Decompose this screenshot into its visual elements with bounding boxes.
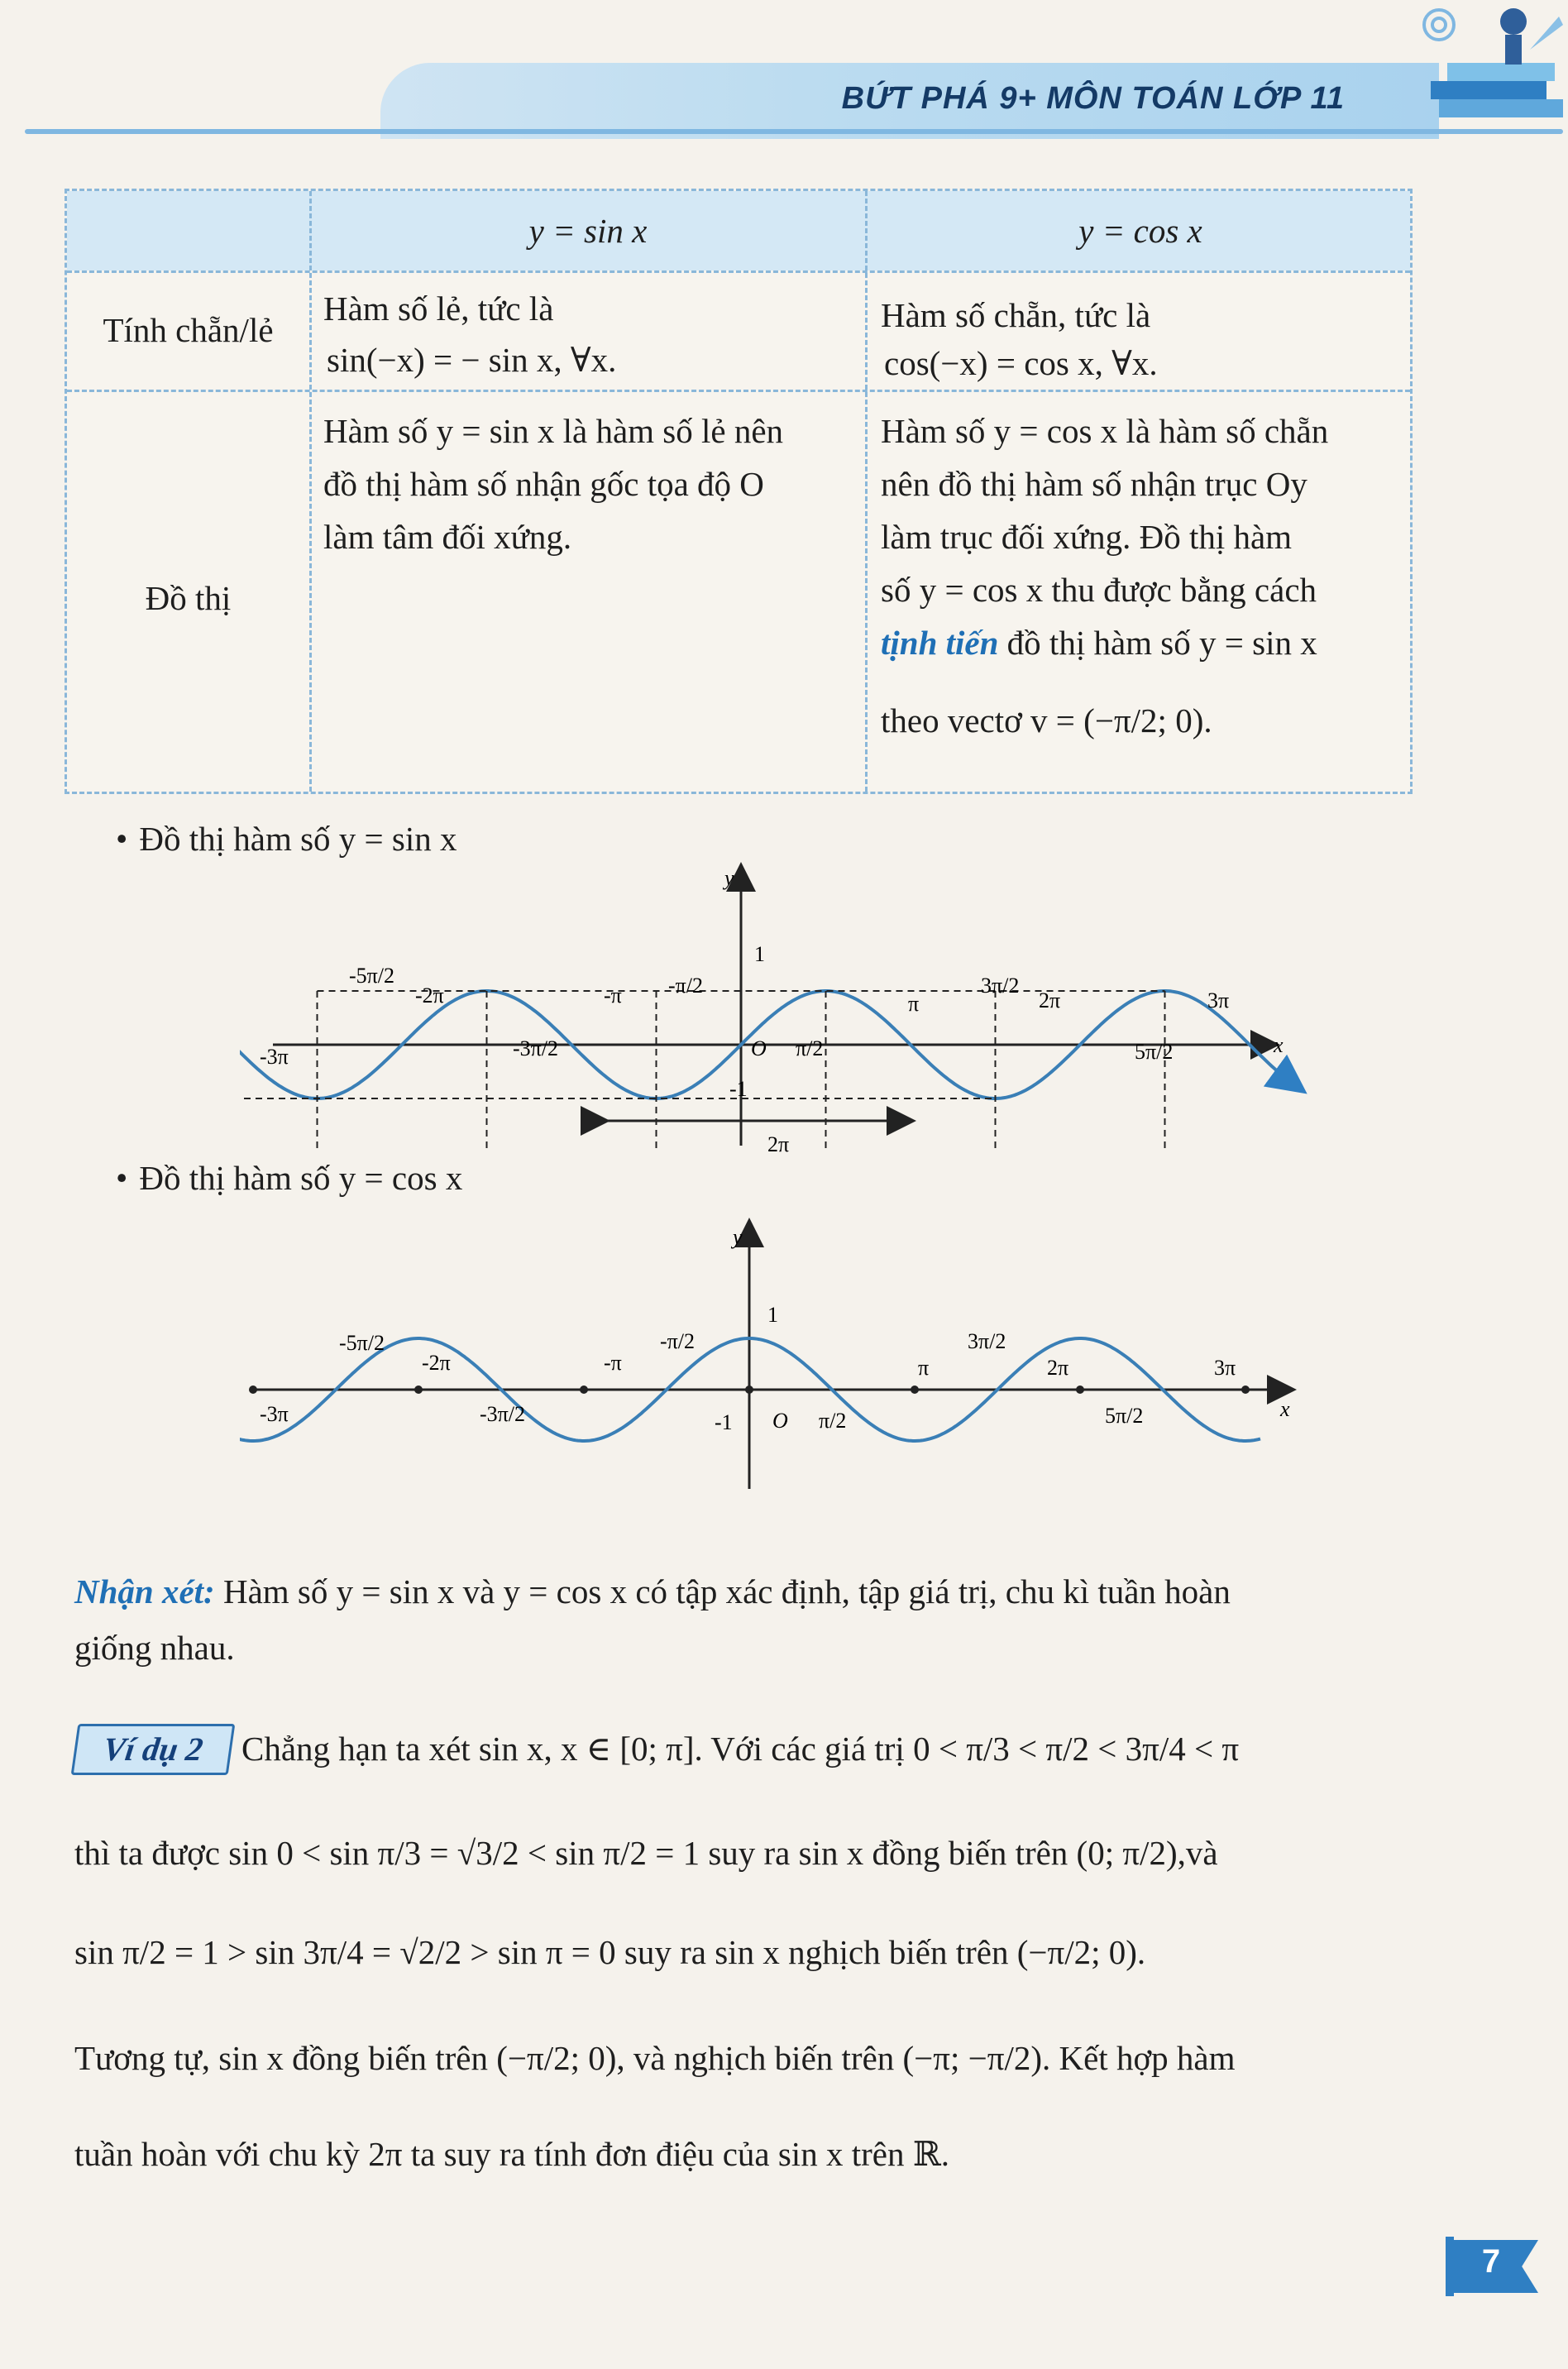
example-line-2: thì ta được sin 0 < sin π/3 = √3/2 < sin π/2 = 1 suy ra sin x đồng biến trên (0; π/2),và: [74, 1834, 1218, 1872]
table-divider: [865, 191, 868, 792]
cos-graph-text-1: Hàm số y = cos x là hàm số chẵn: [881, 412, 1329, 450]
tick-label: -3π/2: [513, 1036, 559, 1060]
tick-label: π: [908, 992, 920, 1016]
sin-column-header: y = sin x: [528, 212, 648, 250]
tick-label: -5π/2: [349, 964, 395, 988]
example-line-3: sin π/2 = 1 > sin 3π/4 = √2/2 > sin π = 0 suy ra sin x nghịch biến trên (−π/2; 0).: [74, 1933, 1146, 1971]
tick-dot: [911, 1386, 919, 1394]
tick-dot: [1076, 1386, 1084, 1394]
tick-label: 2π: [1047, 1356, 1069, 1380]
cos-graph-text-6: theo vectơ v = (−π/2; 0).: [881, 701, 1212, 739]
translation-keyword: tịnh tiến: [881, 624, 999, 662]
cos-graph-text-5-rest: đồ thị hàm số y = sin x: [998, 624, 1317, 662]
tick-label: 5π/2: [1105, 1404, 1144, 1428]
tick-label: π/2: [796, 1036, 824, 1060]
property-table: [65, 189, 1413, 794]
table-divider: [67, 270, 1410, 273]
remark-text: Hàm số y = sin x và y = cos x có tập xác định, tập giá trị, chu kì tuần hoàn: [214, 1572, 1231, 1610]
cos-column-header: y = cos x: [1078, 212, 1202, 250]
sin-graph-heading: • Đồ thị hàm số y = sin x: [116, 819, 457, 859]
cos-graph: [240, 1216, 1315, 1489]
example-tag: Ví dụ 2: [71, 1724, 236, 1775]
tick-label: -2π: [422, 1351, 451, 1375]
tick-dot: [745, 1386, 753, 1394]
table-divider: [309, 191, 312, 792]
sin-graph-text-3: làm tâm đối xứng.: [323, 518, 572, 556]
tick-label: 3π/2: [968, 1329, 1006, 1353]
tick-dot: [249, 1386, 257, 1394]
tick-label: 3π/2: [981, 974, 1020, 998]
example-line-5: tuần hoàn với chu kỳ 2π ta suy ra tính đơn điệu của sin x trên ℝ.: [74, 2135, 950, 2173]
remark-line-1: [74, 1572, 1231, 1611]
tick-dot: [414, 1386, 423, 1394]
cos-graph-text-3: làm trục đối xứng. Đồ thị hàm: [881, 518, 1293, 556]
x-axis-label: x: [1274, 1033, 1284, 1057]
tick-label: 3π: [1207, 988, 1230, 1012]
cos-graph-text-4: số y = cos x thu được bằng cách: [881, 571, 1317, 609]
example-line-4: Tương tự, sin x đồng biến trên (−π/2; 0), và nghịch biến trên (−π; −π/2). Kết hợp hàm: [74, 2039, 1236, 2077]
example-line-1: Chẳng hạn ta xét sin x, x ∈ [0; π]. Với các giá trị 0 < π/3 < π/2 < 3π/4 < π: [241, 1730, 1240, 1768]
tick-label: 2π: [1039, 988, 1061, 1012]
tick-label: 5π/2: [1135, 1040, 1174, 1064]
tick-label: -1: [729, 1077, 748, 1101]
parity-row-label: Tính chẵn/lẻ: [103, 311, 274, 349]
y-axis-label: y: [733, 1225, 743, 1249]
sin-parity-text: Hàm số lẻ, tức là: [323, 290, 554, 328]
tick-label: -5π/2: [339, 1331, 385, 1355]
tick-label: 3π: [1214, 1356, 1236, 1380]
period-label: 2π: [767, 1132, 790, 1156]
tick-label: -π/2: [660, 1329, 696, 1353]
origin-label: O: [772, 1409, 788, 1433]
tick-label: -3π: [260, 1045, 289, 1069]
tick-label: π/2: [819, 1409, 847, 1433]
tick-label: -1: [715, 1410, 733, 1434]
header-rule: [25, 129, 1563, 134]
tick-label: -2π: [415, 983, 444, 1007]
books-and-student-icon: [1406, 0, 1568, 141]
tick-label: -π/2: [668, 974, 704, 998]
page-number: 7: [1481, 2243, 1501, 2280]
y-axis-label: y: [724, 866, 734, 890]
x-axis-label: x: [1280, 1397, 1290, 1421]
remark-label: Nhận xét:: [74, 1572, 215, 1610]
tick-dot: [580, 1386, 588, 1394]
cos-graph-text-2: nên đồ thị hàm số nhận trục Oy: [881, 465, 1307, 503]
tick-label: -3π/2: [480, 1402, 526, 1426]
cos-graph-text-5: [881, 616, 1317, 669]
tick-label: -3π: [260, 1402, 289, 1426]
origin-label: O: [751, 1036, 767, 1060]
graph-row-label: Đồ thị: [145, 579, 232, 617]
cos-graph-heading: • Đồ thị hàm số y = cos x: [116, 1158, 462, 1198]
tick-label: 1: [767, 1303, 778, 1327]
table-divider: [67, 390, 1410, 392]
book-title: BỨT PHÁ 9+ MÔN TOÁN LỚP 11: [841, 81, 1345, 116]
tick-label: -π: [604, 1351, 622, 1375]
sin-guides: [240, 991, 1165, 1148]
cos-parity-text: Hàm số chẵn, tức là: [881, 296, 1151, 334]
sin-graph-text-1: Hàm số y = sin x là hàm số lẻ nên: [323, 412, 784, 450]
tick-dot: [1241, 1386, 1250, 1394]
tick-label: -π: [604, 983, 622, 1007]
tick-label: π: [918, 1356, 930, 1380]
sin-graph: [240, 860, 1315, 1158]
sin-parity-formula: sin(−x) = − sin x, ∀x.: [327, 341, 617, 379]
sin-graph-text-2: đồ thị hàm số nhận gốc tọa độ O: [323, 465, 764, 503]
tick-label: 1: [754, 942, 765, 966]
remark-line-2: giống nhau.: [74, 1629, 235, 1667]
cos-parity-formula: cos(−x) = cos x, ∀x.: [884, 344, 1158, 382]
